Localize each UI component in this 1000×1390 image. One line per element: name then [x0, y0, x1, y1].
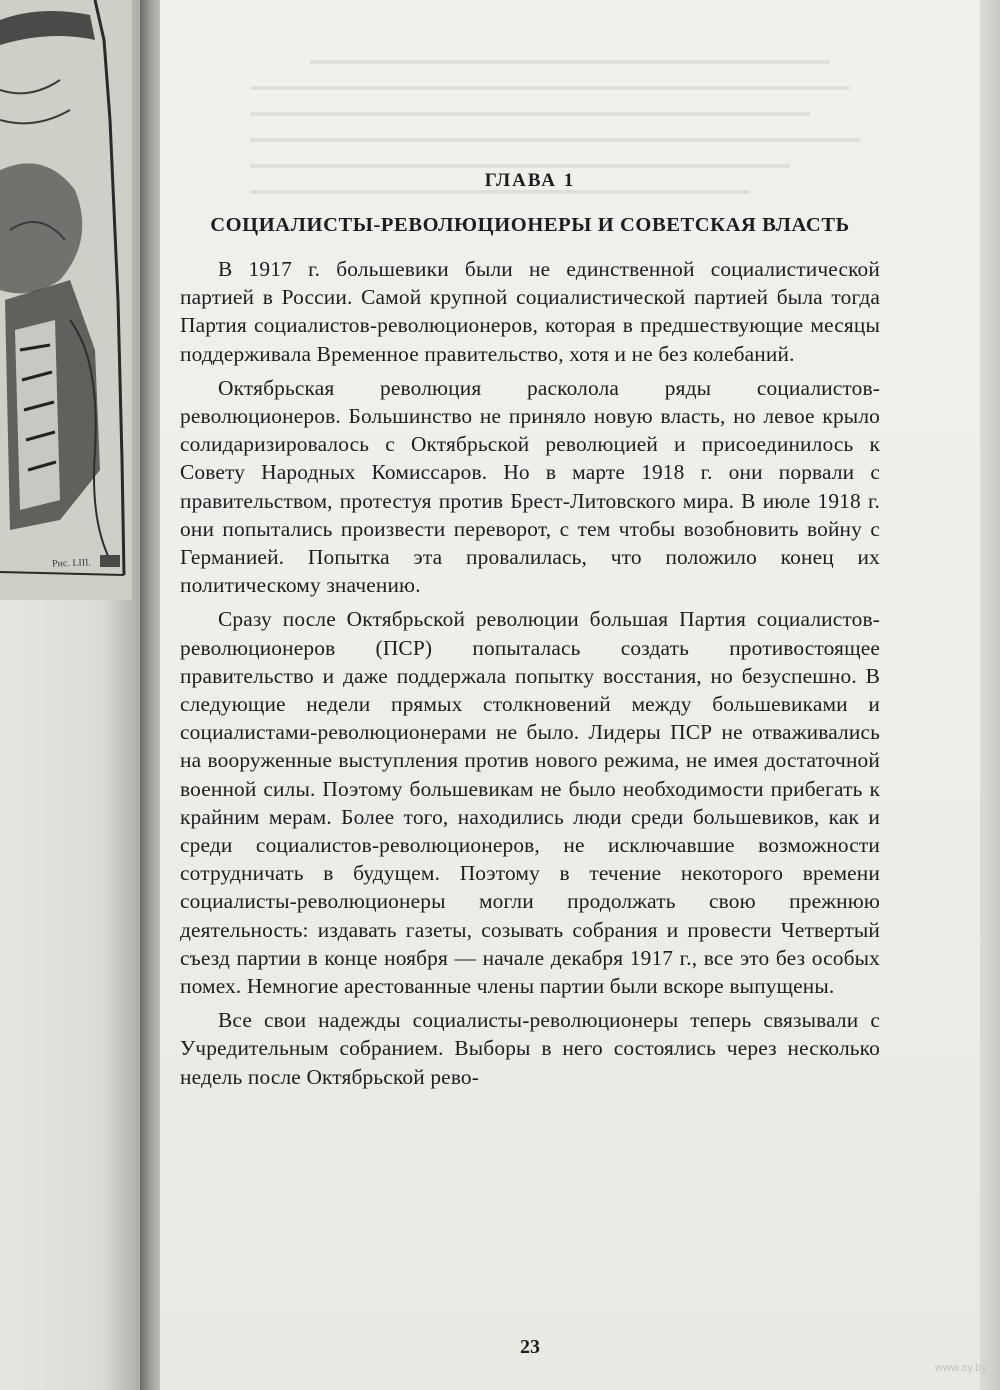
paragraph: В 1917 г. большевики были не единственной социалистической партией в России. Самой крупной социалистической партией была тогда Партия социалистов-революционеров, которая в предшествующие месяцы поддерживала Временное правительство, хотя и не без колебаний.	[180, 257, 880, 366]
engraving-image	[0, 0, 132, 600]
page-content	[180, 170, 880, 1097]
illustration-caption: Рис. LIII.	[51, 557, 92, 570]
left-page	[0, 0, 145, 1390]
paragraph: Октябрьская революция расколола ряды социалистов-революционеров. Большинство не приняло новую власть, но левое крыло солидаризировалось с Октябрьской революцией и присоединилось к Совету Народных Комиссаров. Но в марте 1918 г. они порвали с правительством, протестуя против Брест-Литовского мира. В июле 1918 г. они попытались произвести переворот, с тем чтобы возобновить войну с Германией. Попытка эта провалилась, что положило конец их политическому значению.	[180, 375, 880, 598]
paragraph: Все свои надежды социалисты-революционеры теперь связывали с Учредительным собранием. Выборы в него состоялись через несколько недель после Октябрьской рево-	[180, 1008, 880, 1089]
chapter-title: СОЦИАЛИСТЫ-РЕВОЛЮЦИОНЕРЫ И СОВЕТСКАЯ ВЛАСТЬ	[210, 214, 850, 236]
paragraph: Сразу после Октябрьской революции большая Партия социалистов-революционеров (ПСР) попыталась создать противостоящее правительство и даже поддержала попытку восстания, но безуспешно. В следующие недели прямых столкновений между большевиками и социалистами-революционерами не было. Лидеры ПСР не отваживались на вооруженные выступления против нового режима, не имея достаточной военной силы. Поэтому большевикам не было необходимости прибегать к крайним мерам. Более того, находились люди среди большевиков, как и среди социалистов-революционеров, не исключавшие возможности сотрудничать в будущем. Поэтому в течение некоторого времени социалисты-революционеры могли продолжать свою прежнюю деятельность: издавать газеты, созывать собрания и провести Четвертый съезд партии в конце ноября — начале декабря 1917 г., все это без особых помех. Немногие арестованные члены партии были вскоре выпущены.	[180, 607, 880, 999]
page-edge	[980, 0, 1000, 1390]
chapter-label: ГЛАВА 1	[484, 170, 576, 191]
watermark: www.ay.by	[935, 1362, 987, 1374]
page-number: 23	[520, 1336, 540, 1358]
illustration	[0, 0, 132, 600]
